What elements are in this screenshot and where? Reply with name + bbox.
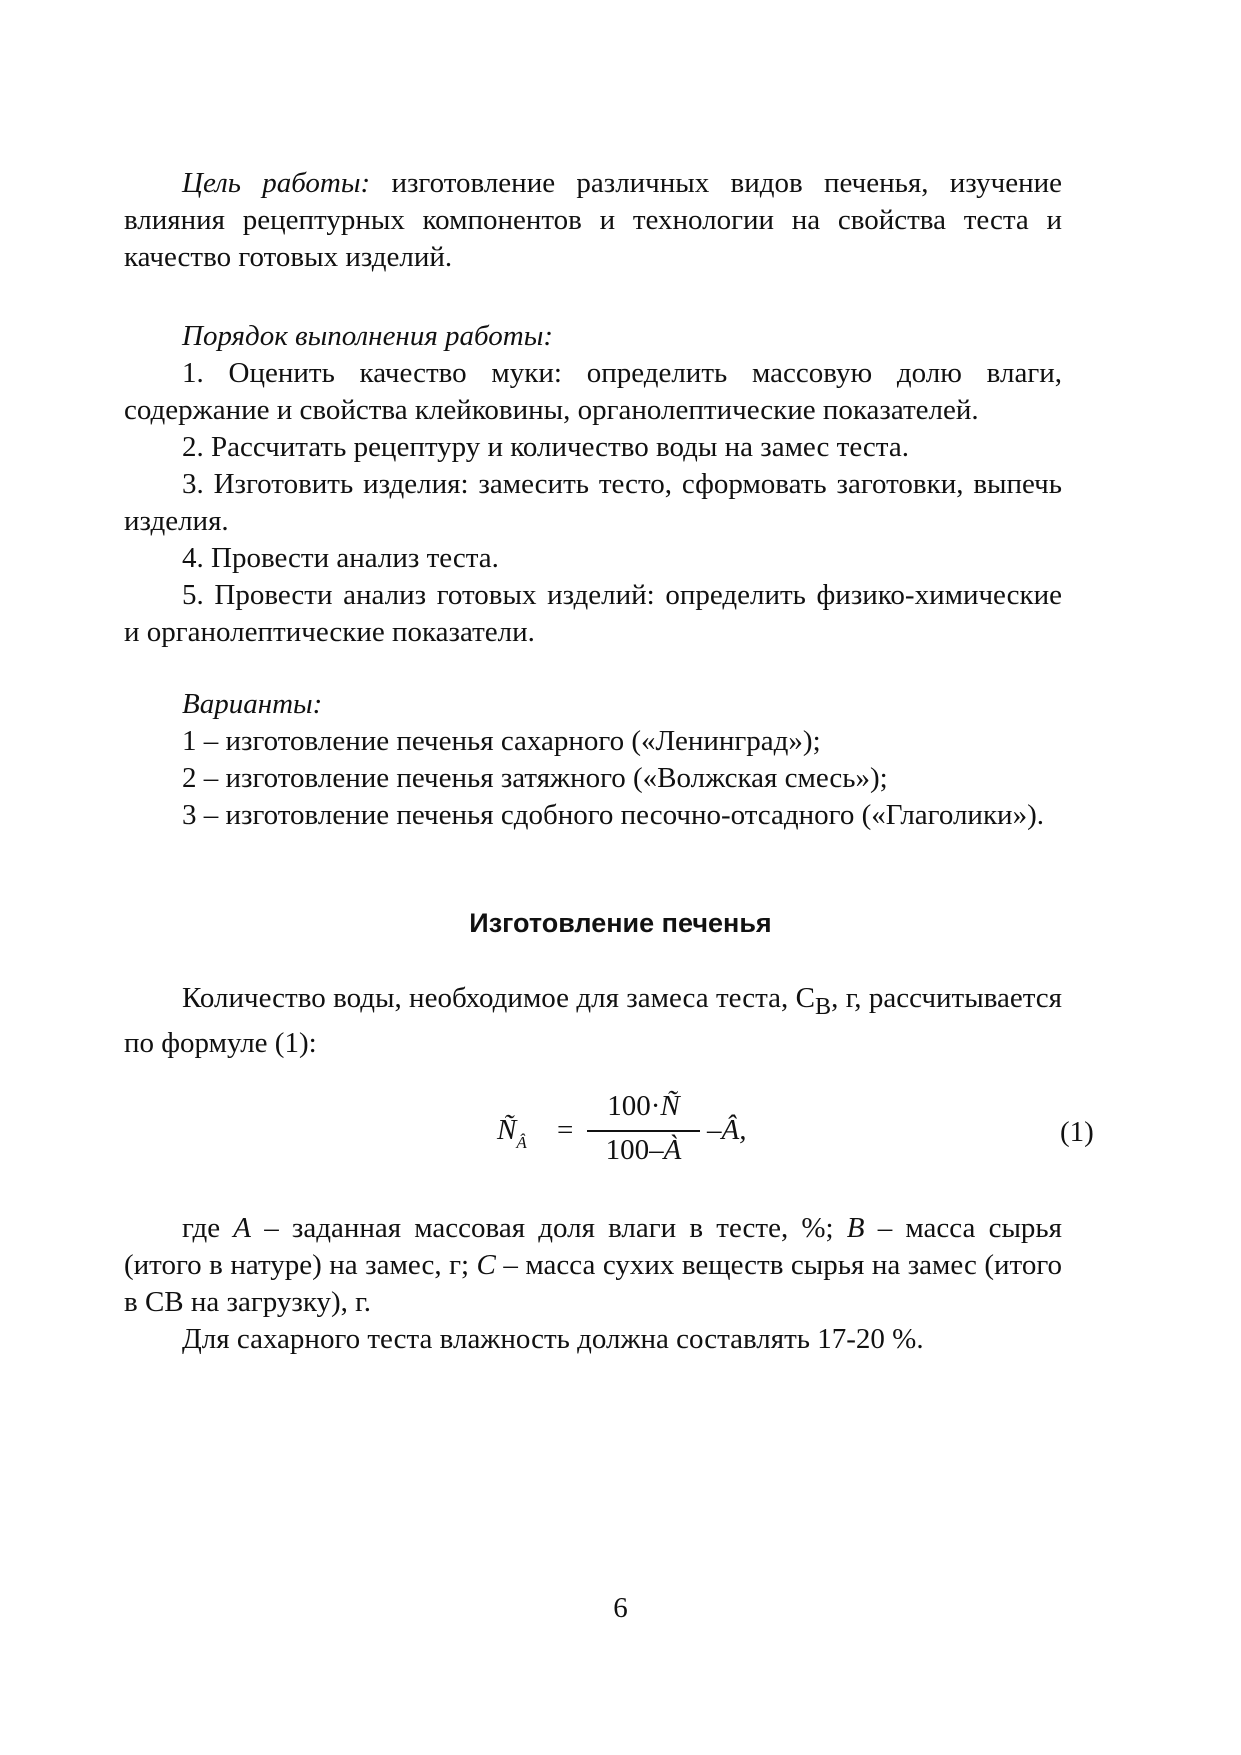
variant-2: 2 – изготовление печенья затяжного («Волжская смесь»); — [182, 762, 888, 794]
formula-lhs-sub: Â — [516, 1132, 527, 1152]
order-heading: Порядок выполнения работы: — [182, 320, 553, 352]
where-var-b: В — [846, 1212, 865, 1244]
formula-denominator — [587, 1134, 700, 1167]
humidity-note: Для сахарного теста влажность должна составлять 17-20 %. — [182, 1323, 924, 1355]
where-p1: где — [182, 1212, 234, 1244]
formula-numerator — [587, 1090, 700, 1123]
formula-lhs-symbol: Ñ — [497, 1114, 517, 1146]
water-text-sub: В — [814, 992, 832, 1020]
water-text-after: , г, рассчитывается по формуле (1): — [124, 982, 1062, 1059]
where-p3: – масса сырья (итого в натуре) на замес, г; — [124, 1212, 1062, 1281]
order-step-5: 5. Провести анализ готовых изделий: определить физико-химические и органолептические показатели. — [124, 579, 1062, 648]
where-p2: – заданная массовая доля влаги в тесте, %; — [251, 1212, 847, 1244]
formula-lhs — [497, 1114, 527, 1151]
goal-section — [124, 165, 1062, 276]
formula-equals: = — [557, 1114, 574, 1146]
section-title: Изготовление печенья — [469, 908, 772, 938]
water-section — [124, 980, 1062, 1062]
formula-rest: –Â, — [707, 1114, 747, 1146]
where-section — [124, 1210, 1062, 1358]
where-p4: – масса сухих веществ сырья на замес (итого в СВ на загрузку), г. — [124, 1249, 1063, 1318]
formula-block — [0, 1090, 1241, 1180]
formula-num-b: Ñ — [660, 1090, 680, 1122]
formula-num-a: 100 — [607, 1090, 651, 1122]
where-var-c: С — [476, 1249, 496, 1281]
formula-den-b: À — [663, 1134, 682, 1166]
page-number: 6 — [613, 1592, 628, 1624]
formula-num-dot: · — [650, 1090, 661, 1122]
order-step-1: 1. Оценить качество муки: определить массовую долю влаги, содержание и свойства клейковины, органолептические показателей. — [124, 357, 1062, 426]
goal-text: изготовление различных видов печенья, изучение влияния рецептурных компонентов и технологии на свойства теста и качество готовых изделий. — [124, 167, 1062, 273]
formula-den-a: 100 — [605, 1134, 650, 1166]
where-var-a: А — [233, 1212, 251, 1244]
variant-3: 3 – изготовление печенья сдобного песочно-отсадного («Глаголики»). — [182, 799, 1044, 831]
order-step-3: 3. Изготовить изделия: замесить тесто, сформовать заготовки, выпечь изделия. — [124, 468, 1062, 537]
water-paragraph — [124, 980, 1062, 1062]
goal-label: Цель работы: — [182, 167, 371, 199]
variant-1: 1 – изготовление печенья сахарного («Ленинград»); — [182, 725, 821, 757]
equation-number: (1) — [1060, 1116, 1094, 1148]
order-step-2: 2. Рассчитать рецептуру и количество воды на замес теста. — [182, 431, 909, 463]
formula-den-minus: – — [649, 1134, 664, 1166]
variants-heading: Варианты: — [182, 688, 323, 720]
formula-fraction-bar — [587, 1130, 700, 1132]
water-text-before: Количество воды, необходимое для замеса теста, С — [182, 982, 815, 1014]
goal-paragraph — [124, 165, 1062, 276]
order-step-4: 4. Провести анализ теста. — [182, 542, 499, 574]
variants-section — [124, 686, 1062, 834]
where-paragraph — [124, 1210, 1062, 1321]
order-section — [124, 318, 1062, 651]
